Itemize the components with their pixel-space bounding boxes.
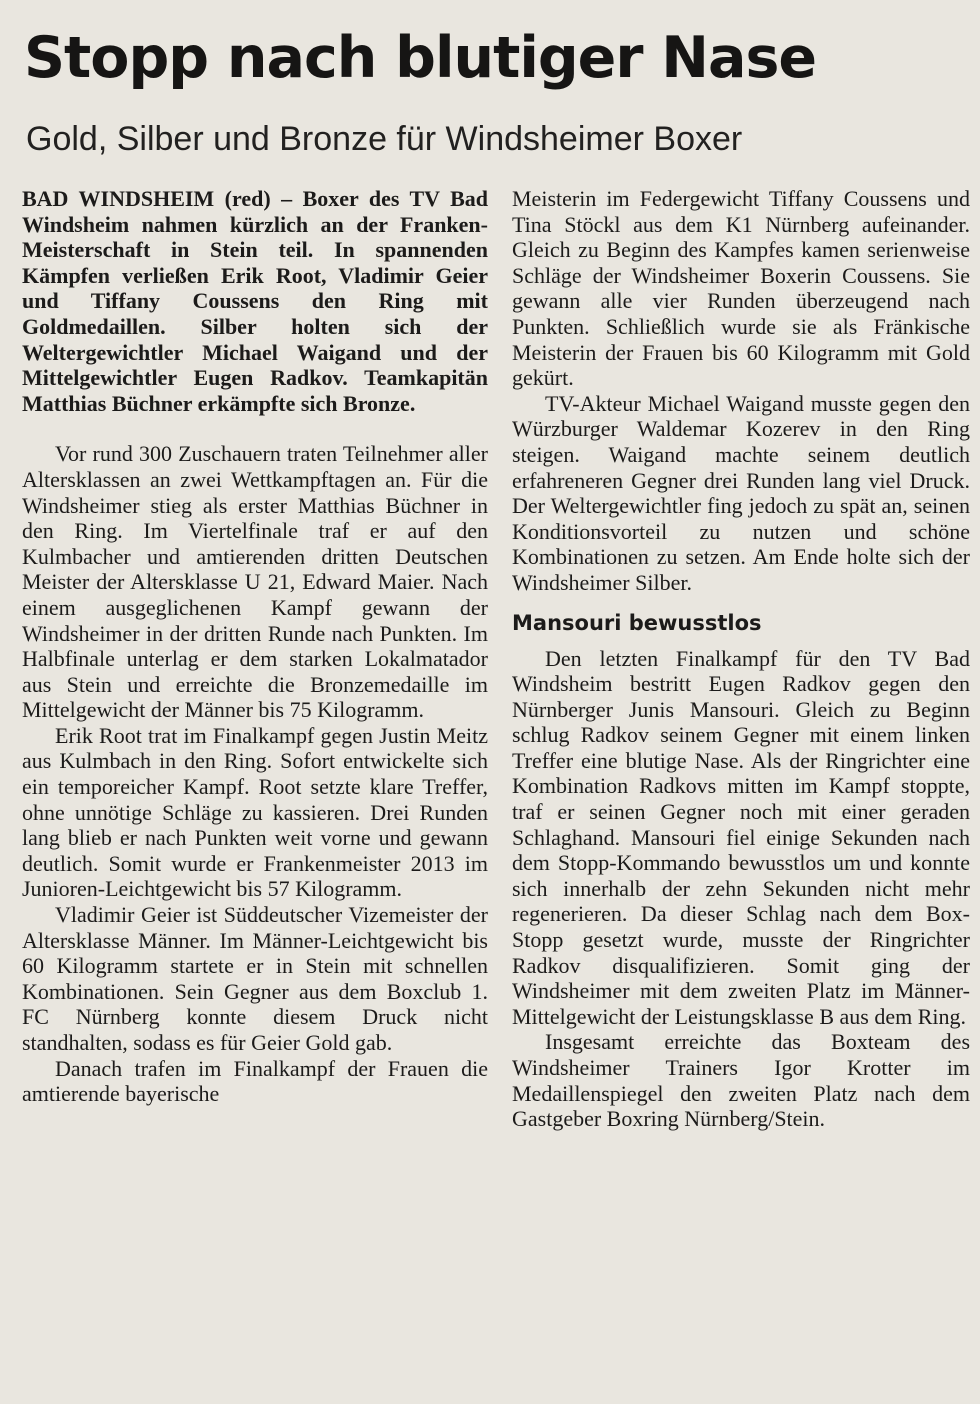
body-paragraph: TV-Akteur Michael Waigand musste gegen den Würzburger Waldemar Kozerev in den Ring steigen. Waigand machte seinem deutlich erfahreneren Gegner drei Runden lang viel Druck. Der Weltergewichtler fing jedoch zu spät an, seinen Konditionsvorteil zu nutzen und schöne Kombinationen zu setzen. Am Ende holte sich der Windsheimer Silber. (512, 390, 970, 595)
article-column-left (22, 186, 488, 1107)
body-paragraph: Erik Root trat im Finalkampf gegen Justin Meitz aus Kulmbach in den Ring. Sofort entwickelte sich ein temporeicher Kampf. Root setzte klare Treffer, ohne unnötige Schläge zu kassieren. Drei Runden lang blieb er nach Punkten weit vorne und gewann deutlich. Somit wurde er Frankenmeister 2013 im Junioren-Leichtgewicht bis 57 Kilogramm. (22, 722, 488, 902)
article-subheadline: Gold, Silber und Bronze für Windsheimer Boxer (26, 120, 743, 158)
article-headline: Stopp nach blutiger Nase (24, 25, 817, 91)
article-column-right (512, 186, 970, 1132)
article-lead: BAD WINDSHEIM (red) – Boxer des TV Bad Windsheim nahmen kürzlich an der Franken-Meisterschaft in Stein teil. In spannenden Kämpfen verließen Erik Root, Vladimir Geier und Tiffany Coussens den Ring mit Goldmedaillen. Silber holten sich der Weltergewichtler Michael Waigand und der Mittelgewichtler Eugen Radkov. Teamkapitän Matthias Büchner erkämpfte sich Bronze. (22, 186, 488, 416)
body-paragraph: Insgesamt erreichte das Boxteam des Windsheimer Trainers Igor Krotter im Medaillenspiegel den zweiten Platz nach dem Gastgeber Boxring Nürnberg/Stein. (512, 1029, 970, 1132)
body-paragraph: Den letzten Finalkampf für den TV Bad Windsheim bestritt Eugen Radkov gegen den Nürnberger Junis Mansouri. Gleich zu Beginn schlug Radkov seinem Gegner mit einem linken Treffer eine blutige Nase. Als der Ringrichter eine Kombination Radkovs mitten im Kampf stoppte, traf er seinen Gegner noch mit einer geraden Schlaghand. Mansouri fiel einige Sekunden nach dem Stopp-Kommando bewusstlos um und konnte sich innerhalb der zehn Sekunden nicht mehr regenerieren. Da dieser Schlag nach dem Box-Stopp gesetzt wurde, musste der Ringrichter Radkov disqualifizieren. Somit ging der Windsheimer mit dem zweiten Platz im Männer-Mittelgewicht der Leistungsklasse B aus dem Ring. (512, 645, 970, 1029)
body-paragraph-continuation: Meisterin im Federgewicht Tiffany Coussens und Tina Stöckl aus dem K1 Nürnberg aufeinander. Gleich zu Beginn des Kampfes kamen serienweise Schläge der Windsheimer Boxerin Coussens. Sie gewann alle vier Runden überzeugend nach Punkten. Schließlich wurde sie als Fränkische Meisterin der Frauen bis 60 Kilogramm mit Gold gekürt. (512, 186, 970, 391)
body-paragraph: Vor rund 300 Zuschauern traten Teilnehmer aller Altersklassen an zwei Wettkampftagen an. Für die Windsheimer stieg als erster Matthias Büchner in den Ring. Im Viertelfinale traf er auf den Kulmbacher und amtierenden dritten Deutschen Meister der Altersklasse U 21, Edward Maier. Nach einem ausgeglichenen Kampf gewann der Windsheimer in der dritten Runde nach Punkten. Im Halbfinale unterlag er dem starken Lokalmatador aus Stein und erreichte die Bronzemedaille im Mittelgewicht der Männer bis 75 Kilogramm. (22, 441, 488, 723)
body-paragraph: Vladimir Geier ist Süddeutscher Vizemeister der Altersklasse Männer. Im Männer-Leichtgewicht bis 60 Kilogramm startete er in Stein mit schnellen Kombinationen. Sein Gegner aus dem Boxclub 1. FC Nürnberg konnte diesem Druck nicht standhalten, sodass es für Geier Gold gab. (22, 902, 488, 1055)
body-paragraph: Danach trafen im Finalkampf der Frauen die amtierende bayerische (22, 1055, 488, 1107)
section-heading: Mansouri bewusstlos (512, 610, 762, 635)
